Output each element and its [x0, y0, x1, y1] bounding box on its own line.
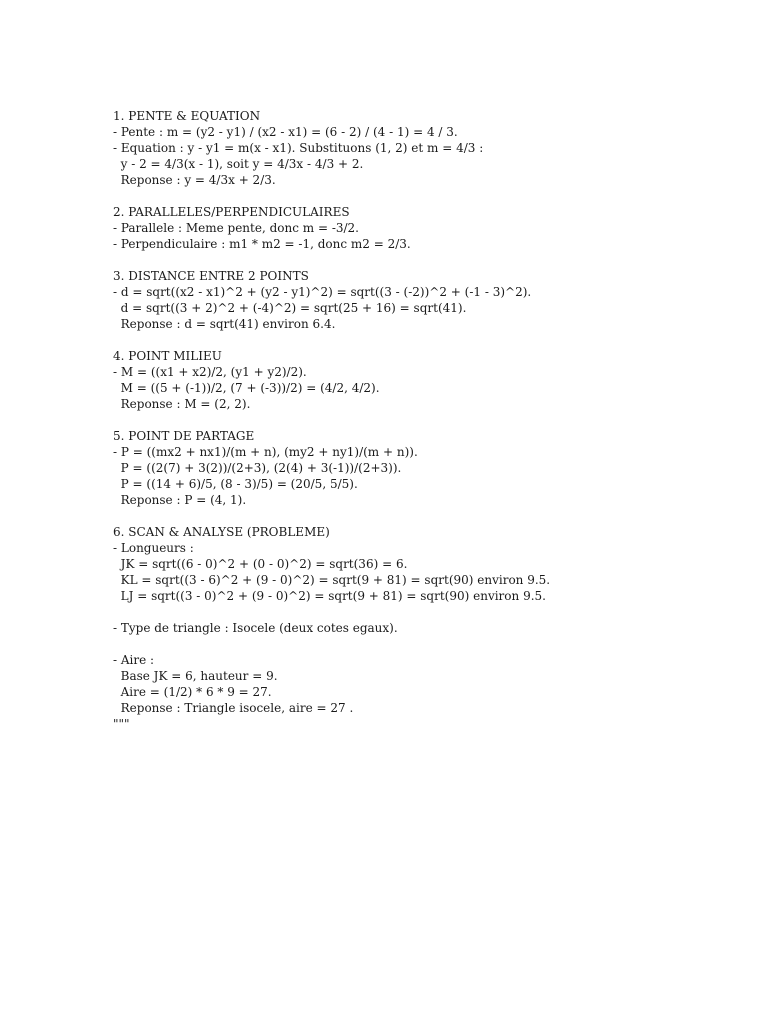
text-line: - Parallele : Meme pente, donc m = -3/2. — [113, 221, 359, 235]
spacer — [113, 508, 733, 524]
text-line: Reponse : P = (4, 1). — [113, 493, 247, 507]
text-line: - Perpendiculaire : m1 * m2 = -1, donc m2 = 2/3. — [113, 237, 411, 251]
text-line: - Equation : y - y1 = m(x - x1). Substituons (1, 2) et m = 4/3 : — [113, 141, 484, 155]
text-line: JK = sqrt((6 - 0)^2 + (0 - 0)^2) = sqrt(36) = 6. — [113, 557, 408, 571]
section-title: 6. SCAN & ANALYSE (PROBLEME) — [113, 525, 330, 539]
text-line: P = ((2(7) + 3(2))/(2+3), (2(4) + 3(-1))/(2+3)). — [113, 461, 402, 475]
text-line: M = ((5 + (-1))/2, (7 + (-3))/2) = (4/2, 4/2). — [113, 381, 380, 395]
spacer — [113, 332, 733, 348]
section-title: 1. PENTE & EQUATION — [113, 109, 261, 123]
text-line: y - 2 = 4/3(x - 1), soit y = 4/3x - 4/3 + 2. — [113, 157, 364, 171]
section-title: 2. PARALLELES/PERPENDICULAIRES — [113, 205, 350, 219]
text-line: - P = ((mx2 + nx1)/(m + n), (my2 + ny1)/(m + n)). — [113, 445, 418, 459]
text-line: - Longueurs : — [113, 541, 194, 555]
document-page — [113, 108, 733, 732]
text-line: Base JK = 6, hauteur = 9. — [113, 669, 278, 683]
text-line: P = ((14 + 6)/5, (8 - 3)/5) = (20/5, 5/5). — [113, 477, 358, 491]
text-line: - Pente : m = (y2 - y1) / (x2 - x1) = (6 - 2) / (4 - 1) = 4 / 3. — [113, 125, 458, 139]
text-line: Reponse : M = (2, 2). — [113, 397, 251, 411]
spacer — [113, 252, 733, 268]
text-line: - M = ((x1 + x2)/2, (y1 + y2)/2). — [113, 365, 307, 379]
text-line: LJ = sqrt((3 - 0)^2 + (9 - 0)^2) = sqrt(9 + 81) = sqrt(90) environ 9.5. — [113, 589, 546, 603]
text-line — [113, 636, 733, 652]
text-line: Reponse : y = 4/3x + 2/3. — [113, 173, 276, 187]
text-line: - Type de triangle : Isocele (deux cotes egaux). — [113, 621, 398, 635]
spacer — [113, 412, 733, 428]
text-line: KL = sqrt((3 - 6)^2 + (9 - 0)^2) = sqrt(9 + 81) = sqrt(90) environ 9.5. — [113, 573, 551, 587]
text-line: - Aire : — [113, 653, 155, 667]
spacer — [113, 188, 733, 204]
text-line: d = sqrt((3 + 2)^2 + (-4)^2) = sqrt(25 + 16) = sqrt(41). — [113, 301, 467, 315]
section-title: 5. POINT DE PARTAGE — [113, 429, 255, 443]
section-title: 4. POINT MILIEU — [113, 349, 222, 363]
section-title: 3. DISTANCE ENTRE 2 POINTS — [113, 269, 309, 283]
text-line: Reponse : Triangle isocele, aire = 27 . — [113, 701, 354, 715]
text-line: Reponse : d = sqrt(41) environ 6.4. — [113, 317, 336, 331]
text-line — [113, 604, 733, 620]
text-line: Aire = (1/2) * 6 * 9 = 27. — [113, 685, 272, 699]
text-line: """ — [113, 717, 130, 731]
text-line: - d = sqrt((x2 - x1)^2 + (y2 - y1)^2) = sqrt((3 - (-2))^2 + (-1 - 3)^2). — [113, 285, 532, 299]
